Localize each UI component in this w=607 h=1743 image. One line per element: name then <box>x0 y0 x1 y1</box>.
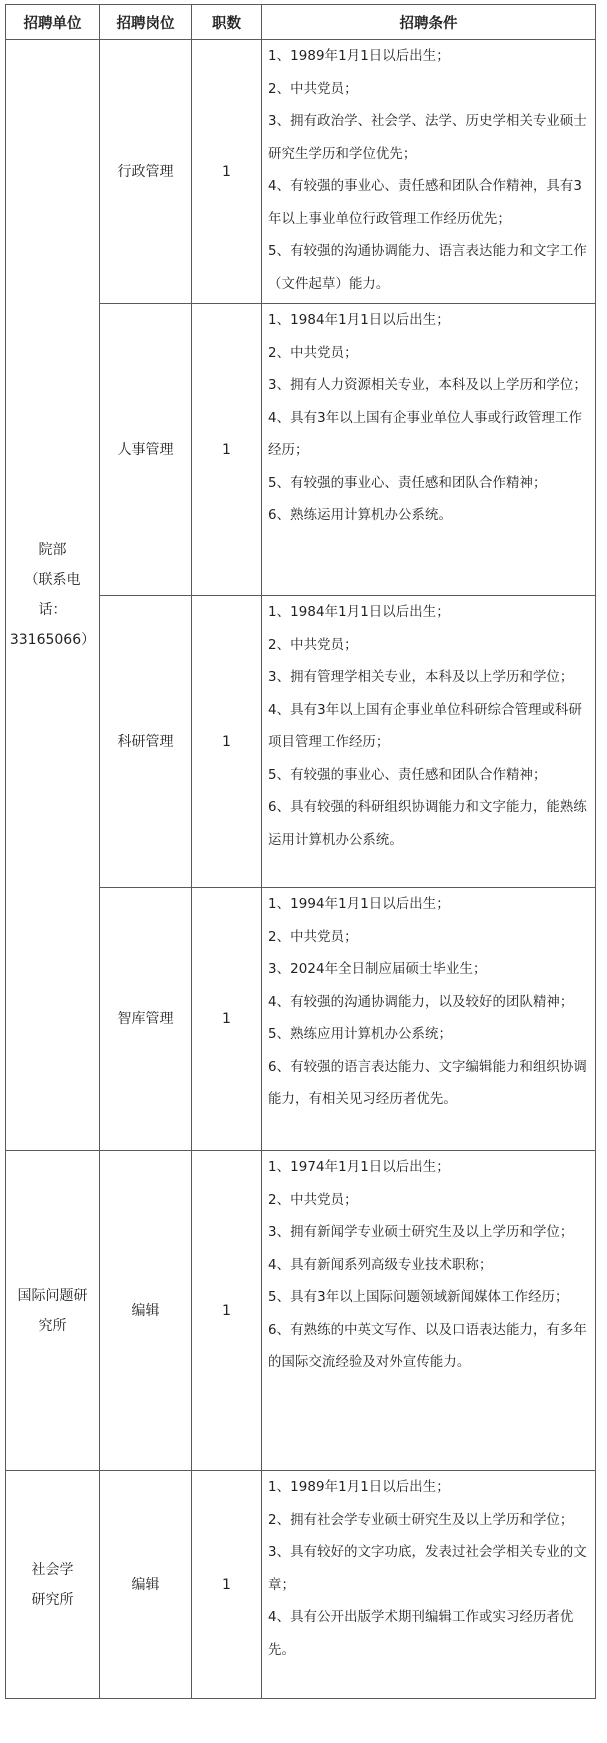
requirement-item: 3、拥有政治学、社会学、法学、历史学相关专业硕士研究生学历和学位优先； <box>268 114 587 162</box>
count-cell: 1 <box>192 1151 262 1471</box>
requirement-item: 1、1989年1月1日以后出生； <box>268 1480 450 1495</box>
requirement-item: 4、具有3年以上国有企事业单位人事或行政管理工作经历； <box>268 410 583 458</box>
unit-line: 国际问题研 <box>17 1287 88 1304</box>
requirement-item: 4、具有新闻系列高级专业技术职称； <box>268 1257 493 1273</box>
requirement-item: 5、有较强的事业心、责任感和团队合作精神； <box>268 475 547 491</box>
position-cell: 编辑 <box>100 1151 192 1471</box>
table-row <box>6 1151 596 1471</box>
position-cell: 人事管理 <box>100 304 192 596</box>
position-cell: 科研管理 <box>100 596 192 888</box>
count-cell: 1 <box>192 888 262 1151</box>
requirement-item: 2、中共党员； <box>268 929 358 945</box>
position-cell: 编辑 <box>100 1471 192 1699</box>
requirement-item: 1、1984年1月1日以后出生； <box>268 605 450 620</box>
requirement-item: 5、具有3年以上国际问题领域新闻媒体工作经历； <box>268 1290 569 1305</box>
unit-cell-yuanbu <box>6 40 100 1151</box>
table-row <box>6 1471 596 1699</box>
requirement-item: 5、有较强的事业心、责任感和团队合作精神； <box>268 767 547 783</box>
header-count: 职数 <box>192 5 262 40</box>
requirement-item: 3、拥有新闻学专业硕士研究生及以上学历和学位； <box>268 1225 574 1240</box>
requirement-item: 1、1974年1月1日以后出生； <box>268 1160 450 1175</box>
requirements-cell <box>262 40 596 304</box>
requirements-cell <box>262 1471 596 1699</box>
requirement-item: 3、2024年全日制应届硕士毕业生； <box>268 962 487 977</box>
requirements-cell <box>262 596 596 888</box>
unit-line: 院部 <box>38 542 67 558</box>
count-cell: 1 <box>192 596 262 888</box>
requirement-item: 2、中共党员； <box>268 1192 358 1208</box>
requirement-item: 6、有较强的语言表达能力、文字编辑能力和组织协调能力，有相关见习经历者优先。 <box>268 1059 587 1107</box>
count-cell: 1 <box>192 1471 262 1699</box>
table-row <box>6 40 596 304</box>
unit-line: （联系电 <box>24 572 81 588</box>
count-cell: 1 <box>192 304 262 596</box>
unit-line: 话： <box>38 602 67 618</box>
count-cell: 1 <box>192 40 262 304</box>
unit-line: 33165066） <box>9 632 96 648</box>
requirement-item: 4、有较强的事业心、责任感和团队合作精神，具有3年以上事业单位行政管理工作经历优先； <box>268 179 583 227</box>
position-cell: 智库管理 <box>100 888 192 1151</box>
unit-cell-shehui <box>6 1471 100 1699</box>
requirements-cell <box>262 304 596 596</box>
requirement-item: 5、有较强的沟通协调能力、语言表达能力和文字工作（文件起草）能力。 <box>268 244 587 292</box>
requirement-item: 4、有较强的沟通协调能力，以及较好的团队精神； <box>268 994 574 1010</box>
requirement-item: 3、具有较好的文字功底，发表过社会学相关专业的文章； <box>268 1545 587 1593</box>
header-unit: 招聘单位 <box>6 5 100 40</box>
requirements-cell <box>262 1151 596 1471</box>
requirement-item: 6、具有较强的科研组织协调能力和文字能力，能熟练运用计算机办公系统。 <box>268 800 587 848</box>
header-position: 招聘岗位 <box>100 5 192 40</box>
requirement-item: 4、具有公开出版学术期刊编辑工作或实习经历者优先。 <box>268 1610 574 1658</box>
requirement-item: 6、熟练运用计算机办公系统。 <box>268 508 452 523</box>
position-cell: 行政管理 <box>100 40 192 304</box>
header-row <box>6 5 596 40</box>
requirement-item: 1、1989年1月1日以后出生； <box>268 49 450 64</box>
requirement-item: 1、1994年1月1日以后出生； <box>268 897 450 912</box>
requirement-item: 2、拥有社会学专业硕士研究生及以上学历和学位； <box>268 1512 574 1528</box>
requirement-item: 3、拥有管理学相关专业，本科及以上学历和学位； <box>268 670 574 685</box>
header-requirements: 招聘条件 <box>262 5 596 40</box>
requirement-item: 5、熟练应用计算机办公系统； <box>268 1027 452 1042</box>
requirements-cell <box>262 888 596 1151</box>
requirement-item: 3、拥有人力资源相关专业，本科及以上学历和学位； <box>268 378 587 393</box>
unit-line: 社会学 <box>31 1561 74 1578</box>
unit-cell-guoji <box>6 1151 100 1471</box>
requirement-item: 4、具有3年以上国有企事业单位科研综合管理或科研项目管理工作经历； <box>268 702 583 750</box>
recruitment-table <box>5 4 596 1699</box>
requirement-item: 2、中共党员； <box>268 637 358 653</box>
requirement-item: 6、有熟练的中英文写作、以及口语表达能力，有多年的国际交流经验及对外宣传能力。 <box>268 1322 587 1370</box>
unit-line: 研究所 <box>31 1591 74 1608</box>
requirement-item: 2、中共党员； <box>268 81 358 97</box>
requirement-item: 2、中共党员； <box>268 345 358 361</box>
requirement-item: 1、1984年1月1日以后出生； <box>268 313 450 328</box>
unit-line: 究所 <box>38 1317 67 1334</box>
